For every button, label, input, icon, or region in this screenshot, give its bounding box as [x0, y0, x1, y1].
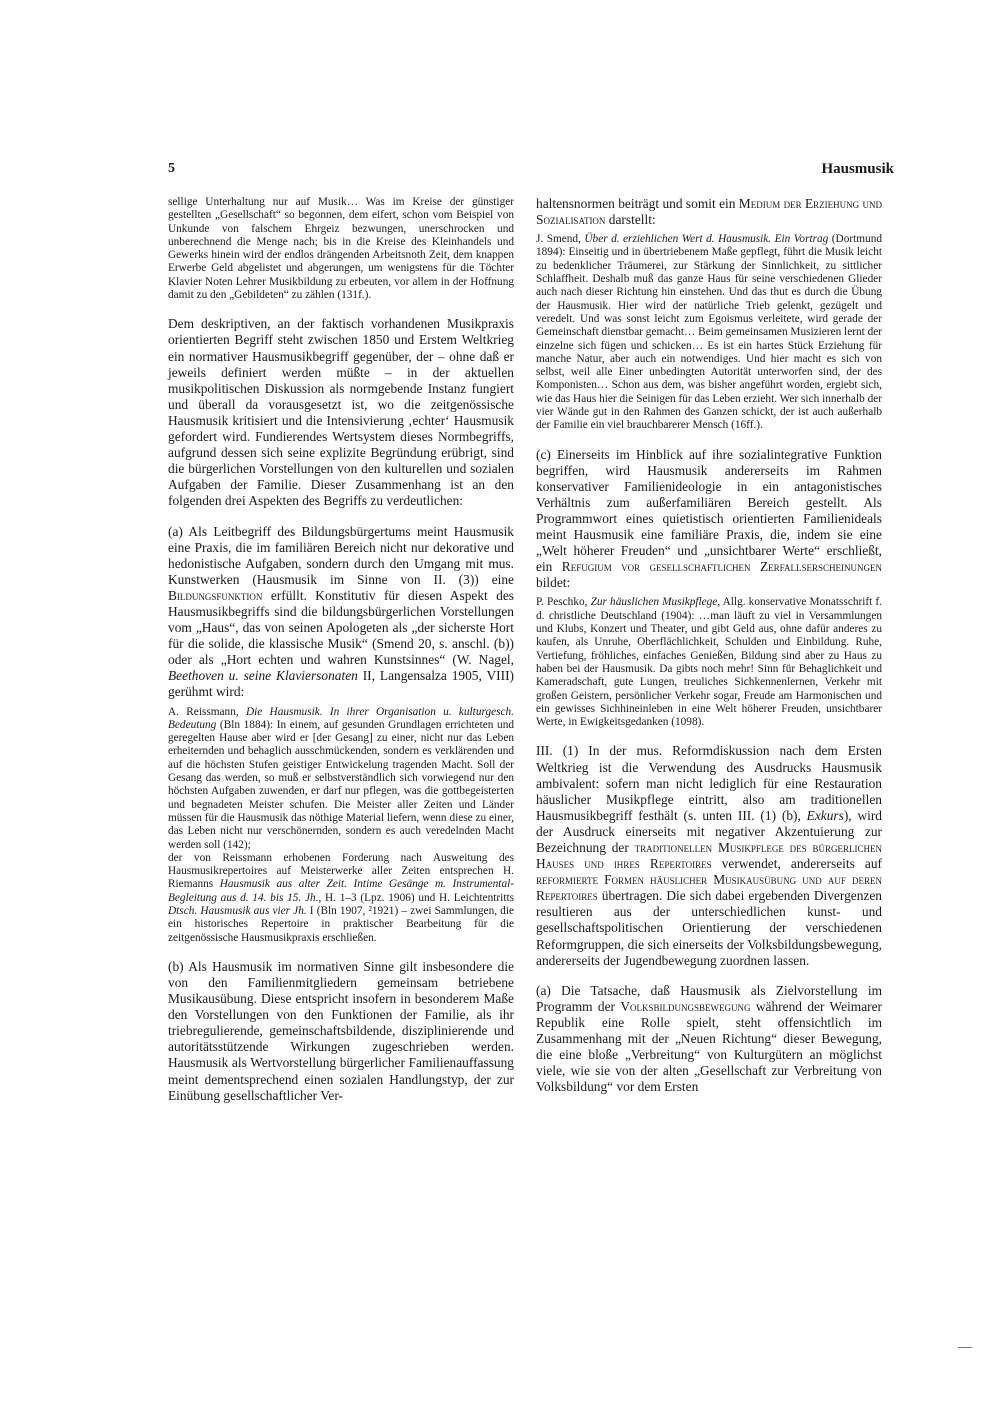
small-caps-text: Volksbildungsbewegung: [620, 998, 751, 1014]
text-run: erfüllt. Konstitutiv für diesen Aspekt des Hausmusikbegriffs sind die bildungsbürgerlichen Vorstellungen vom „Haus“, das von seinen Apologeten als „der sicherste Hort für die solide, die klassische Musik“ (Smend 20, s. anschl. (b)) oder als „Hort echten und wahren Kunstsinnes“ (W. Nagel,: [168, 587, 514, 668]
text-run: ), wird der Ausdruck einerseits mit negativer Akzentuierung zur Bezeichnung der: [536, 807, 882, 856]
quote-block: [168, 706, 514, 852]
text-run: übertragen. Die sich dabei ergebenden Divergenzen resultieren aus der unterschiedlichen kunst- und gesellschaftspolitischen Orientierung der verschiedenen Reformgruppen, die sich einerseits der Volksbildungsbewegung, andererseits der Jugendbewegung zuordnen lassen.: [536, 888, 882, 968]
text-run: , H. 1–3 (Lpz. 1906) und H. Leichtentritts: [318, 891, 514, 904]
text-run: (a) Die Tatsache, daß Hausmusik als Zielvorstellung im Programm der: [536, 982, 882, 1014]
quote-block: [536, 233, 882, 432]
paragraph: [536, 196, 882, 228]
quote-block: sellige Unterhaltung nur auf Musik… Was im Kreise der günstiger gestellten „Gesellschaft“ so begonnen, dem eifert, schon vom Beispiel von Unkunde von falschem Ehrgeiz bezwungen, unerschrocken und unberechnend die Menge nach; bis in die Kreise des Kleinhandels und Gewerks hinein wird der endlos drängenden Arbeitsnoth Zeit, dem knappen Erwerbe Geld abgelistet und abgerungen, um wenigstens für die Töchter Klavier Noten Lehrer Musikbildung zu erbeuten, vor allem in der Hoffnung damit zu den „Gebildeten“ zu zählen (131f.).: [168, 196, 514, 302]
text-run: P. Peschko,: [536, 596, 591, 609]
paragraph: Dem deskriptiven, an der faktisch vorhandenen Musikpraxis orientierten Begriff steht zwischen 1850 und Erstem Weltkrieg ein normativer Hausmusikbegriff gegenüber, der – ohne daß er jeweils definiert werden müßte – in der aktuellen musikpolitischen Diskussion als normgebende Instanz fungiert und überall da vorausgesetzt ist, wo die zeitgenössische Hausmusik kritisiert und die Intensivierung ‚echter‘ Hausmusik gefordert wird. Fundierendes Wertsystem dieses Normbegriffs, aufgrund dessen sich seine explizite Begründung erübrigt, sind die bürgerlichen Vorstellungen von den kulturellen und sozialen Aufgaben der Familie. Dieser Zusammenhang ist an den folgenden drei Aspekten des Begriffs zu verdeutlichen:: [168, 316, 514, 509]
running-head: Hausmusik: [821, 161, 894, 177]
text-run: bildet:: [536, 575, 571, 591]
text-run: (c) Einerseits im Hinblick auf ihre sozialintegrative Funktion begriffen, wird Hausmusik andererseits im Rahmen konservativer Familienideologie in ein antagonistisches Verhältnis zum außerfamiliären Bereich gestellt. Als Programmwort eines quietistisch orientierten Familienideals meint Hausmusik eine familiäre Praxis, die, indem sie eine „Welt höherer Freuden“ und „unsichtbarer Werte“ erschließt, ein: [536, 446, 882, 575]
text-run: (Bln 1884): In einem, auf gesunden Grundlagen errichteten und geregelten Hause aber wird er [der Gesang] zu einer, nicht nur das Leben erheiternden und behaglich ausschmückenden, sondern es verklärenden und auf die höchsten Stufen geistiger Entwickelung tragenden Macht. Soll der Gesang das werden, so muß er selbstverständlich sich vorwiegend nur den höchsten Aufgaben zuwenden, er darf nur pflegen, was die gottbegeisterten und begnadeten Meister schufen. Die Meister aller Zeiten und Länder müssen für die Hausmusik das nöthige Material liefern, wenn diese zu einer, das Leben nicht nur verschönernden, sondern es auch veredelnden Macht werden soll (142);: [168, 718, 514, 851]
text-run: (a) Als Leitbegriff des Bildungsbürgertums meint Hausmusik eine Praxis, die im familiären Bereich nicht nur dekorative und hedonistische Aufgaben, sondern durch den Umgang mit mus. Kunstwerken (Hausmusik im Sinne von II. (3)) eine: [168, 523, 514, 587]
text-run: verwendet, andererseits auf: [711, 856, 882, 872]
text-run: A. Reissmann,: [168, 705, 246, 718]
italic-text: Exkurs: [806, 807, 844, 823]
small-caps-text: reformierte Formen häuslicher Musikausübung und auf deren Repertoires: [536, 872, 882, 904]
text-run: während der Weimarer Republik eine Rolle spielt, steht offensichtlich im Zusammenhang mit der „Neuen Richtung“ dieser Bewegung, die eine bloße „Verbreitung“ von Kulturgütern an möglichst viele, wie sie von der alten „Gesellschaft zur Verbreitung von Volksbildung“ vor dem Ersten: [536, 998, 882, 1095]
text-run: J. Smend,: [536, 233, 585, 246]
small-caps-text: Medium der Erziehung und Sozialisation: [536, 196, 882, 228]
italic-text: Zur häuslichen Musikpflege: [590, 596, 718, 609]
quote-block: [536, 596, 882, 729]
paragraph: [536, 447, 882, 592]
text-run: haltensnormen beiträgt und somit ein: [536, 196, 739, 211]
paragraph: [536, 983, 882, 1096]
text-run: I (Bln 1907, ²1921) – zwei Sammlungen, die ein historisches Repertoire in praktischer Bearbeitung für die zeitgenössische Hausmusikpraxis erschließen.: [168, 904, 514, 944]
text-run: II, Langensalza 1905, VIII) gerühmt wird:: [168, 668, 514, 700]
italic-text: Hausmusik aus alter Zeit. Intime Gesänge m. Instrumental-Begleitung aus d. 14. bis 15. Jh.: [168, 878, 514, 904]
page-header: [168, 161, 894, 187]
text-run: , Allg. konservative Monatsschrift f. d. christliche Deutschland (1904): …man läuft zu viel in Versammlungen und Klubs, Konzert und Theater, und gibt Geld aus, ohne dafür anderes zu kaufen, als Unruhe, Oberflächlichkeit, Schulden und Einbildung. Ruhe, Vertiefung, fröhliches, einfaches Genießen, Bildung sind aber zu Haus zu haben bei der Hausmusik. Da gibts noch mehr! Sinn für Behaglichkeit und Kameradschaft, gute Lungen, treuliches Sichkennenlernen, Verkehr mit großen Geistern, persönlicher Verkehr sogar, Freude am Harmonischen und ein gewisses Sichhineinleben in eine Welt höherer Freuden, unsichtbarer Werte, in Ewigkeitsgedanken (1098).: [536, 596, 882, 729]
small-caps-text: Bildungsfunktion: [168, 587, 263, 603]
paragraph: [536, 743, 882, 968]
page-number: 5: [168, 161, 175, 176]
text-run: III. (1) In der mus. Reformdiskussion nach dem Ersten Weltkrieg ist die Verwendung des Ausdrucks Hausmusik ambivalent: sofern man nicht lediglich für eine Restauration häuslicher Musikpflege eintritt, also am traditionellen Hausmusikbegriff festhält (s. unten III. (1) (b),: [536, 743, 882, 823]
paragraph: (b) Als Hausmusik im normativen Sinne gilt insbesondere die von den Familienmitgliedern gemeinsam betriebene Musikausübung. Diese entspricht insofern in besonderem Maße den Vorstellungen von den Funktionen der Familie, als ihr triebregulierende, gemeinschaftsbildende, disziplinierende und autoritätsstützende Wirkungen zugeschrieben werden. Hausmusik als Wertvorstellung bürgerlicher Familienauffassung meint dementsprechend einen sozialen Handlungstyp, der zur Einübung gesellschaftlicher Ver-: [168, 958, 514, 1103]
italic-text: Dtsch. Hausmusik aus vier Jh.: [168, 904, 307, 917]
text-run: der von Reissmann erhobenen Forderung nach Ausweitung des Hausmusikrepertoires auf Meisterwerke aller Zeiten entsprechen H. Riemanns: [168, 851, 514, 891]
left-column: [168, 196, 514, 1104]
small-caps-text: traditionellen Musikpflege des bürgerlichen Hauses und ihres Repertoires: [536, 840, 882, 872]
italic-text: Beethoven u. seine Klaviersonaten: [168, 668, 358, 684]
small-caps-text: Refugium vor gesellschaftlichen Zerfallserscheinungen: [561, 559, 882, 575]
right-column: [536, 196, 882, 1095]
italic-text: Die Hausmusik. In ihrer Organisation u. kulturgesch. Bedeutung: [168, 705, 514, 731]
text-run: darstellt:: [605, 212, 656, 228]
text-run: (Dortmund 1894): Einseitig und in übertriebenem Maße gepflegt, führt die Musik leicht zu bedenklicher Träumerei, zur Stärkung der Sinnlichkeit, zu sittlicher Schlaffheit. Deshalb muß das ganze Haus für seine verschiedenen Glieder auch nach dieser Richtung hin einstehen. Und das thut es durch die Übung der Hausmusik. Hier wird der natürliche Trieb gelenkt, gezügelt und veredelt. Und was sonst leicht zum Egoismus verleitete, wird gerade der Gemeinschaft dienstbar gemacht… Beim gemeinsamen Musizieren lernt der einzelne sich fügen und schicken… Es ist ein hartes Stück Erziehung für manche Natur, aber auch ein notwendiges. Und hier macht es sich von selbst, weil alle Einer unbedingten Autorität unterworfen sind, der des Komponisten… Schon aus dem, was bisher angeführt worden, ergiebt sich, wie das Haus hier die Seinigen für das Leben erzieht. Wer sich innerhalb der vier Wände gut in den Rahmen des Ganzen schickt, der ist auch außerhalb der Familie ein viel brauchbarerer Mensch (16ff.).: [536, 233, 883, 432]
italic-text: Über d. erziehlichen Wert d. Hausmusik. Ein Vortrag: [584, 233, 829, 246]
quote-block: [168, 852, 514, 945]
page-edge-mark: [958, 1347, 972, 1348]
paragraph: [168, 524, 514, 701]
